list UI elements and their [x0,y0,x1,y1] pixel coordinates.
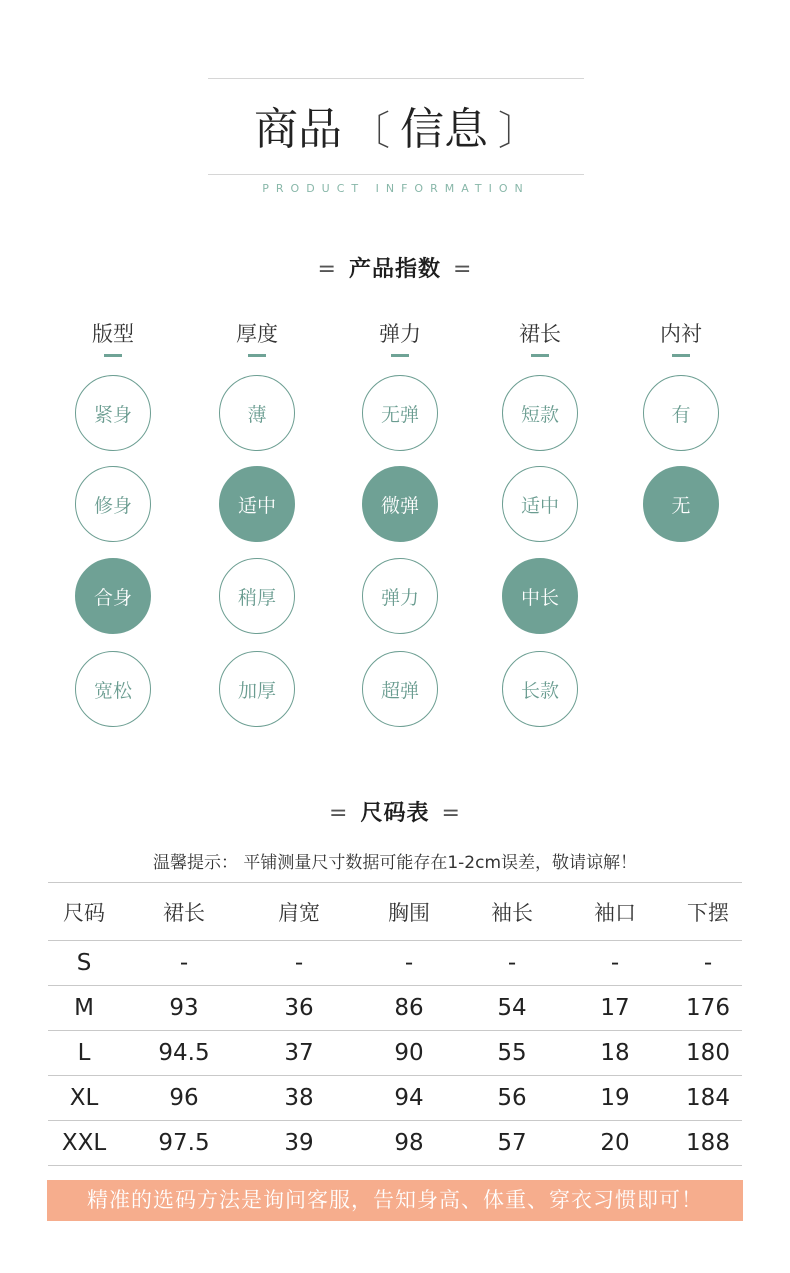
measurement-tip: 温馨提示： 平铺测量尺寸数据可能存在1-2cm误差，敬请谅解！ [152,853,638,873]
index-option: 稍厚 [219,558,295,634]
measurement-cell: 20 [556,1121,674,1166]
measurement-cell: - [468,941,556,986]
index-option-selected: 中长 [502,558,578,634]
size-label: L [48,1031,120,1076]
column-header: 袖长 [468,883,556,941]
index-column-label: 厚度 [236,322,278,346]
index-option: 有 [643,375,719,451]
measurement-cell: 90 [350,1031,468,1076]
measurement-cell: 94.5 [120,1031,248,1076]
size-table [48,882,742,1166]
measurement-cell: 184 [674,1076,742,1121]
header-bottom-rule [208,174,584,175]
measurement-cell: 176 [674,986,742,1031]
measurement-cell: 180 [674,1031,742,1076]
equals-deco-right: = [441,801,461,826]
table-row [48,1121,742,1166]
measurement-cell: 38 [248,1076,350,1121]
size-label: XXL [48,1121,120,1166]
index-option: 长款 [502,651,578,727]
equals-deco-left: = [317,257,337,282]
column-underline [248,354,266,357]
measurement-cell: 54 [468,986,556,1031]
measurement-cell: - [248,941,350,986]
equals-deco-left: = [329,801,349,826]
measurement-cell: - [120,941,248,986]
measurement-cell: 97.5 [120,1121,248,1166]
size-label: XL [48,1076,120,1121]
title-part2: 信息 [400,104,488,155]
index-option: 薄 [219,375,295,451]
table-row [48,1076,742,1121]
index-column-label: 内衬 [660,322,702,346]
index-column-label: 裙长 [519,322,561,346]
bracket-open: 〔 [350,108,390,154]
sizing-advice-banner: 精准的选码方法是询问客服，告知身高、体重、穿衣习惯即可！ [47,1180,743,1221]
index-option: 修身 [75,466,151,542]
index-option: 紧身 [75,375,151,451]
index-option: 适中 [502,466,578,542]
bracket-close: 〕 [498,108,538,154]
column-header: 袖口 [556,883,674,941]
index-option: 短款 [502,375,578,451]
title-part1: 商品 [254,104,342,155]
measurement-cell: 55 [468,1031,556,1076]
measurement-cell: 57 [468,1121,556,1166]
index-option: 无弹 [362,375,438,451]
measurement-cell: 19 [556,1076,674,1121]
size-title-text: 尺码表 [360,801,430,826]
index-column-label: 版型 [92,322,134,346]
size-label: S [48,941,120,986]
measurement-cell: 37 [248,1031,350,1076]
column-header: 裙长 [120,883,248,941]
header-top-rule [208,78,584,79]
column-underline [104,354,122,357]
table-row [48,1031,742,1076]
column-underline [531,354,549,357]
measurement-cell: 96 [120,1076,248,1121]
index-option-selected: 微弹 [362,466,438,542]
index-section-title [0,252,790,283]
table-row [48,941,742,986]
index-column-label: 弹力 [379,322,421,346]
measurement-cell: 94 [350,1076,468,1121]
measurement-cell: 93 [120,986,248,1031]
index-option: 宽松 [75,651,151,727]
column-underline [391,354,409,357]
measurement-cell: 86 [350,986,468,1031]
index-option-selected: 合身 [75,558,151,634]
index-option-selected: 无 [643,466,719,542]
equals-deco-right: = [453,257,473,282]
measurement-cell: 56 [468,1076,556,1121]
index-option: 超弹 [362,651,438,727]
column-header: 下摆 [674,883,742,941]
column-underline [672,354,690,357]
index-option: 加厚 [219,651,295,727]
index-title-text: 产品指数 [348,257,441,282]
measurement-cell: 18 [556,1031,674,1076]
measurement-cell: 36 [248,986,350,1031]
measurement-cell: 17 [556,986,674,1031]
column-header: 尺码 [48,883,120,941]
measurement-cell: 39 [248,1121,350,1166]
index-option-selected: 适中 [219,466,295,542]
page-title [208,98,584,162]
measurement-cell: - [556,941,674,986]
column-header: 胸围 [350,883,468,941]
table-header-row [48,883,742,941]
size-section-title [0,796,790,827]
measurement-cell: - [674,941,742,986]
column-header: 肩宽 [248,883,350,941]
measurement-cell: 188 [674,1121,742,1166]
size-label: M [48,986,120,1031]
index-option: 弹力 [362,558,438,634]
measurement-cell: - [350,941,468,986]
measurement-cell: 98 [350,1121,468,1166]
page-subtitle: PRODUCT INFORMATION [262,182,530,195]
table-row [48,986,742,1031]
